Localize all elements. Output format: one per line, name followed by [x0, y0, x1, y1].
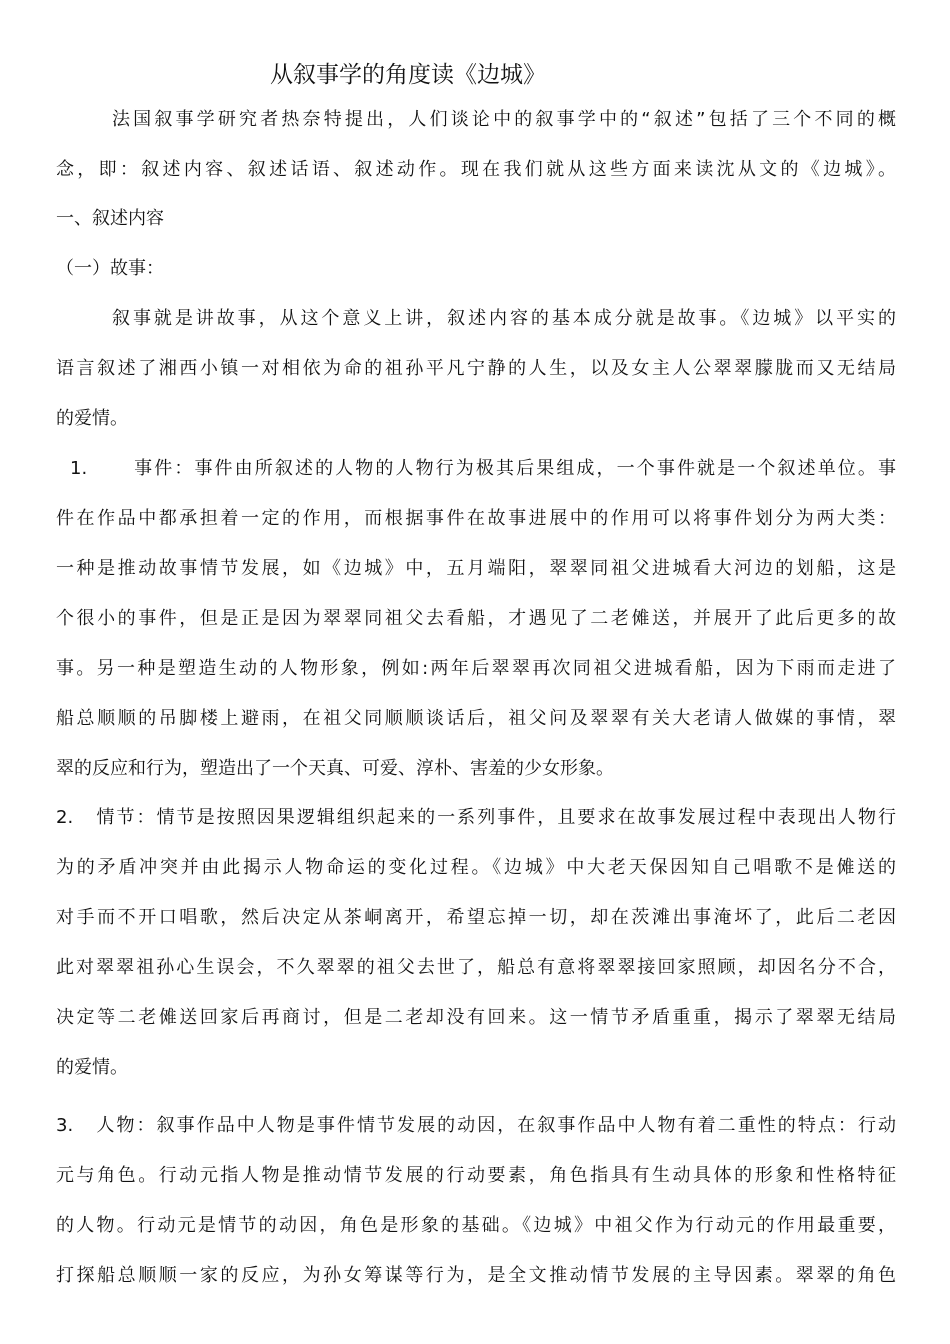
paragraph-line: 事。另一种是塑造生动的人物形象，例如:两年后翠翠再次同祖父进城看船，因为下雨而走进了 [56, 658, 896, 679]
paragraph-line: 念，即：叙述内容、叙述话语、叙述动作。现在我们就从这些方面来读沈从文的《边城》。 [56, 159, 896, 180]
paragraph-line: 翠的反应和行为，塑造出了一个天真、可爱、淳朴、害羞的少女形象。 [56, 758, 614, 779]
paragraph-line: 语言叙述了湘西小镇一对相依为命的祖孙平凡宁静的人生，以及女主人公翠翠朦胧而又无结局 [56, 358, 896, 379]
paragraph-line: 船总顺顺的吊脚楼上避雨，在祖父同顺顺谈话后，祖父问及翠翠有关大老请人做媒的事情，翠 [56, 708, 896, 729]
paragraph-line: 此对翠翠祖孙心生误会，不久翠翠的祖父去世了，船总有意将翠翠接回家照顾，却因名分不合， [56, 957, 896, 978]
list-item-line: 2. 情节：情节是按照因果逻辑组织起来的一系列事件，且要求在故事发展过程中表现出人物行 [56, 807, 896, 828]
paragraph-line: 决定等二老傩送回家后再商讨，但是二老却没有回来。这一情节矛盾重重，揭示了翠翠无结局 [56, 1007, 896, 1028]
paragraph-line: 法国叙事学研究者热奈特提出，人们谈论中的叙事学中的“叙述”包括了三个不同的概 [112, 109, 896, 130]
paragraph-line: 叙事就是讲故事，从这个意义上讲，叙述内容的基本成分就是故事。《边城》以平实的 [112, 308, 896, 329]
document-title: 从叙事学的角度读《边城》 [270, 62, 546, 88]
paragraph-line: 个很小的事件，但是正是因为翠翠同祖父去看船，才遇见了二老傩送，并展开了此后更多的故 [56, 608, 896, 629]
list-item-line: 1. 事件：事件由所叙述的人物的人物行为极其后果组成，一个事件就是一个叙述单位。事 [70, 458, 896, 479]
paragraph-line: 为的矛盾冲突并由此揭示人物命运的变化过程。《边城》中大老天保因知自己唱歌不是傩送的 [56, 857, 896, 878]
paragraph-line: 打探船总顺顺一家的反应，为孙女筹谋等行为，是全文推动情节发展的主导因素。翠翠的角色 [56, 1265, 896, 1286]
paragraph-line: 元与角色。行动元指人物是推动情节发展的行动要素，角色指具有生动具体的形象和性格特征 [56, 1165, 896, 1186]
paragraph-line: 的爱情。 [56, 408, 128, 429]
list-item-line: 3. 人物：叙事作品中人物是事件情节发展的动因，在叙事作品中人物有着二重性的特点：行动 [56, 1115, 896, 1136]
paragraph-line: 对手而不开口唱歌，然后决定从茶峒离开，希望忘掉一切，却在茨滩出事淹坏了，此后二老因 [56, 907, 896, 928]
paragraph-line: 件在作品中都承担着一定的作用，而根据事件在故事进展中的作用可以将事件划分为两大类： [56, 508, 896, 529]
paragraph-line: 的爱情。 [56, 1057, 128, 1078]
section-heading: 一、叙述内容 [56, 208, 164, 229]
paragraph-line: 的人物。行动元是情节的动因，角色是形象的基础。《边城》中祖父作为行动元的作用最重要， [56, 1215, 896, 1236]
subsection-heading: （一）故事： [56, 258, 164, 279]
paragraph-line: 一种是推动故事情节发展，如《边城》中，五月端阳，翠翠同祖父进城看大河边的划船，这是 [56, 558, 896, 579]
